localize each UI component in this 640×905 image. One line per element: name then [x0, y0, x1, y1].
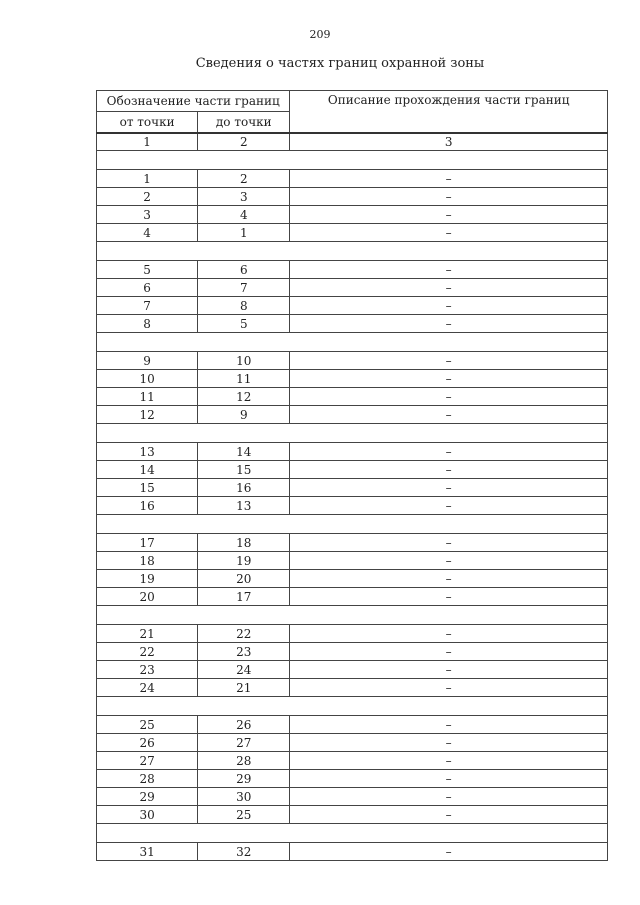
- to-point-cell: 25: [198, 806, 290, 824]
- description-cell: –: [290, 261, 608, 279]
- from-point-cell: 14: [97, 461, 198, 479]
- to-point-cell: 14: [198, 443, 290, 461]
- from-point-cell: 10: [97, 370, 198, 388]
- from-point-cell: 18: [97, 552, 198, 570]
- to-point-cell: 21: [198, 679, 290, 697]
- description-cell: –: [290, 770, 608, 788]
- from-point-cell: 11: [97, 388, 198, 406]
- description-cell: –: [290, 170, 608, 188]
- header-from-point: от точки: [97, 112, 198, 134]
- description-cell: –: [290, 588, 608, 606]
- description-cell: –: [290, 806, 608, 824]
- from-point-cell: 4: [97, 224, 198, 242]
- description-cell: –: [290, 570, 608, 588]
- description-cell: –: [290, 716, 608, 734]
- from-point-cell: 13: [97, 443, 198, 461]
- description-cell: –: [290, 643, 608, 661]
- column-number: 3: [290, 133, 608, 151]
- separator-cell: [97, 333, 608, 352]
- to-point-cell: 19: [198, 552, 290, 570]
- to-point-cell: 22: [198, 625, 290, 643]
- from-point-cell: 29: [97, 788, 198, 806]
- from-point-cell: 21: [97, 625, 198, 643]
- description-cell: –: [290, 443, 608, 461]
- separator-cell: [97, 824, 608, 843]
- from-point-cell: 19: [97, 570, 198, 588]
- from-point-cell: 2: [97, 188, 198, 206]
- description-cell: –: [290, 206, 608, 224]
- table-row: [97, 570, 608, 588]
- to-point-cell: 9: [198, 406, 290, 424]
- description-cell: –: [290, 352, 608, 370]
- table-row: [97, 806, 608, 824]
- to-point-cell: 8: [198, 297, 290, 315]
- separator-cell: [97, 515, 608, 534]
- description-cell: –: [290, 315, 608, 333]
- table-row: [97, 206, 608, 224]
- table-row: [97, 388, 608, 406]
- group-separator: [97, 824, 608, 843]
- to-point-cell: 6: [198, 261, 290, 279]
- to-point-cell: 28: [198, 752, 290, 770]
- to-point-cell: 17: [198, 588, 290, 606]
- description-cell: –: [290, 625, 608, 643]
- column-number: 2: [198, 133, 290, 151]
- table-row: [97, 315, 608, 333]
- table-row: [97, 261, 608, 279]
- document-title: Сведения о частях границ охранной зоны: [195, 56, 485, 71]
- separator-cell: [97, 242, 608, 261]
- from-point-cell: 3: [97, 206, 198, 224]
- to-point-cell: 20: [198, 570, 290, 588]
- boundary-table: [96, 90, 608, 861]
- table-row: [97, 188, 608, 206]
- to-point-cell: 12: [198, 388, 290, 406]
- description-cell: –: [290, 461, 608, 479]
- to-point-cell: 7: [198, 279, 290, 297]
- table-row: [97, 625, 608, 643]
- description-cell: –: [290, 479, 608, 497]
- table-row: [97, 643, 608, 661]
- from-point-cell: 26: [97, 734, 198, 752]
- from-point-cell: 24: [97, 679, 198, 697]
- from-point-cell: 1: [97, 170, 198, 188]
- separator-cell: [97, 424, 608, 443]
- to-point-cell: 18: [198, 534, 290, 552]
- from-point-cell: 17: [97, 534, 198, 552]
- to-point-cell: 23: [198, 643, 290, 661]
- from-point-cell: 8: [97, 315, 198, 333]
- group-separator: [97, 697, 608, 716]
- group-separator: [97, 606, 608, 625]
- table-row: [97, 370, 608, 388]
- to-point-cell: 24: [198, 661, 290, 679]
- to-point-cell: 27: [198, 734, 290, 752]
- to-point-cell: 3: [198, 188, 290, 206]
- header-to-point: до точки: [198, 112, 290, 134]
- from-point-cell: 9: [97, 352, 198, 370]
- from-point-cell: 6: [97, 279, 198, 297]
- from-point-cell: 30: [97, 806, 198, 824]
- to-point-cell: 32: [198, 843, 290, 861]
- to-point-cell: 2: [198, 170, 290, 188]
- table-body: [97, 151, 608, 861]
- to-point-cell: 5: [198, 315, 290, 333]
- description-cell: –: [290, 843, 608, 861]
- table-row: [97, 843, 608, 861]
- table-row: [97, 461, 608, 479]
- table-row: [97, 752, 608, 770]
- from-point-cell: 23: [97, 661, 198, 679]
- to-point-cell: 30: [198, 788, 290, 806]
- description-cell: –: [290, 661, 608, 679]
- to-point-cell: 26: [198, 716, 290, 734]
- table-row: [97, 297, 608, 315]
- to-point-cell: 11: [198, 370, 290, 388]
- table-row: [97, 734, 608, 752]
- description-cell: –: [290, 224, 608, 242]
- group-separator: [97, 333, 608, 352]
- from-point-cell: 27: [97, 752, 198, 770]
- table-row: [97, 279, 608, 297]
- from-point-cell: 7: [97, 297, 198, 315]
- from-point-cell: 15: [97, 479, 198, 497]
- table-row: [97, 406, 608, 424]
- from-point-cell: 20: [97, 588, 198, 606]
- description-cell: –: [290, 188, 608, 206]
- description-cell: –: [290, 734, 608, 752]
- table-row: [97, 534, 608, 552]
- table-row: [97, 479, 608, 497]
- separator-cell: [97, 606, 608, 625]
- header-description: Описание прохождения части границ: [290, 91, 608, 134]
- description-cell: –: [290, 788, 608, 806]
- to-point-cell: 16: [198, 479, 290, 497]
- to-point-cell: 4: [198, 206, 290, 224]
- header-boundary-designation: Обозначение части границ: [97, 91, 290, 112]
- table-row: [97, 224, 608, 242]
- table-row: [97, 788, 608, 806]
- table-row: [97, 497, 608, 515]
- column-number: 1: [97, 133, 198, 151]
- group-separator: [97, 242, 608, 261]
- to-point-cell: 15: [198, 461, 290, 479]
- table-row: [97, 352, 608, 370]
- from-point-cell: 31: [97, 843, 198, 861]
- separator-cell: [97, 151, 608, 170]
- description-cell: –: [290, 679, 608, 697]
- from-point-cell: 5: [97, 261, 198, 279]
- table-row: [97, 679, 608, 697]
- table-row: [97, 770, 608, 788]
- description-cell: –: [290, 279, 608, 297]
- group-separator: [97, 515, 608, 534]
- to-point-cell: 10: [198, 352, 290, 370]
- separator-cell: [97, 697, 608, 716]
- description-cell: –: [290, 388, 608, 406]
- to-point-cell: 13: [198, 497, 290, 515]
- table-row: [97, 552, 608, 570]
- to-point-cell: 29: [198, 770, 290, 788]
- table-row: [97, 716, 608, 734]
- description-cell: –: [290, 370, 608, 388]
- table-row: [97, 661, 608, 679]
- description-cell: –: [290, 752, 608, 770]
- table-row: [97, 443, 608, 461]
- from-point-cell: 16: [97, 497, 198, 515]
- group-separator: [97, 151, 608, 170]
- description-cell: –: [290, 406, 608, 424]
- from-point-cell: 28: [97, 770, 198, 788]
- from-point-cell: 25: [97, 716, 198, 734]
- page-number: 209: [309, 28, 331, 41]
- from-point-cell: 22: [97, 643, 198, 661]
- group-separator: [97, 424, 608, 443]
- to-point-cell: 1: [198, 224, 290, 242]
- table-row: [97, 170, 608, 188]
- description-cell: –: [290, 297, 608, 315]
- table-row: [97, 588, 608, 606]
- description-cell: –: [290, 534, 608, 552]
- from-point-cell: 12: [97, 406, 198, 424]
- description-cell: –: [290, 497, 608, 515]
- description-cell: –: [290, 552, 608, 570]
